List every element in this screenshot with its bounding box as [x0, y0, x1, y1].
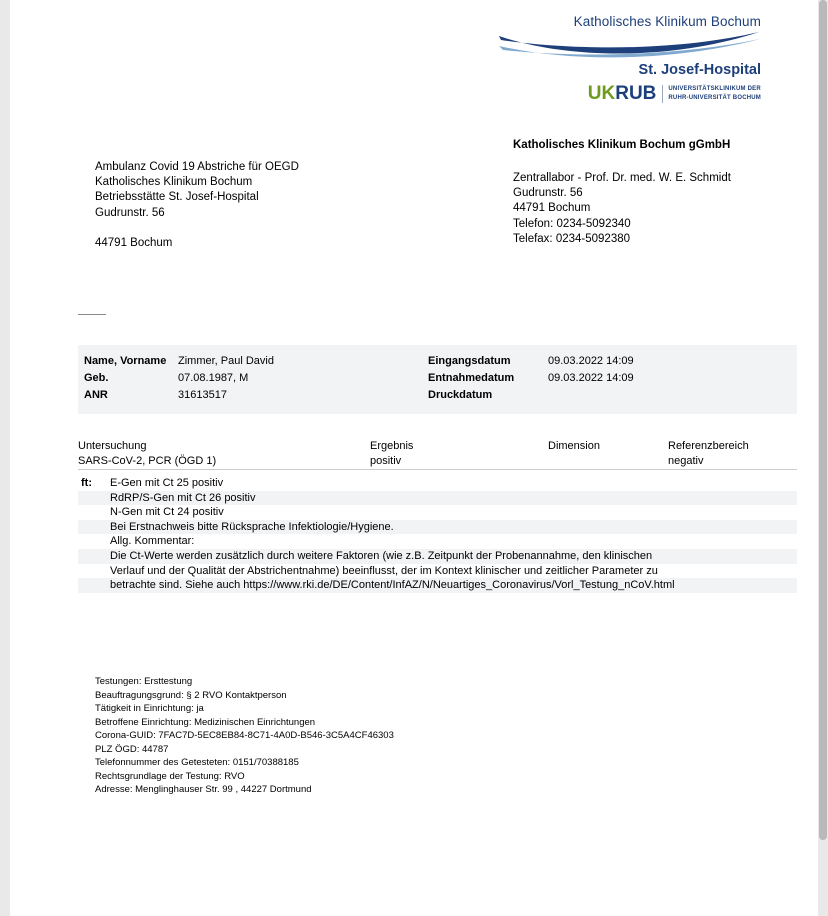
comment-line — [78, 476, 797, 491]
comment-key-empty — [78, 550, 110, 563]
recipient-block — [95, 160, 299, 251]
table-row — [78, 353, 797, 370]
comment-key: ft: — [81, 477, 92, 489]
comment-key-empty — [78, 492, 110, 505]
patient-field-label: Druckdatum — [428, 389, 493, 401]
column-header-untersuchung: Untersuchung — [78, 440, 147, 452]
column-header-dimension: Dimension — [548, 440, 600, 452]
table-row — [78, 370, 797, 387]
sender-line: Zentrallabor - Prof. Dr. med. W. E. Schmidt — [513, 172, 731, 184]
patient-field-label: Name, Vorname — [84, 355, 167, 367]
footer-line: Rechtsgrundlage der Testung: RVO — [95, 770, 245, 782]
footer-line: Testungen: Ersttestung — [95, 676, 193, 687]
scrollbar-thumb[interactable] — [819, 0, 827, 840]
recipient-spacer — [95, 221, 299, 236]
recipient-line: Katholisches Klinikum Bochum — [95, 176, 253, 189]
comment-key-empty — [78, 535, 110, 548]
result-ergebnis: positiv — [370, 455, 402, 467]
comment-line — [78, 505, 797, 520]
document-sheet — [10, 0, 818, 916]
recipient-city: 44791 Bochum — [95, 236, 173, 249]
patient-info-table — [78, 345, 797, 414]
patient-field-label: Geb. — [84, 372, 109, 384]
uk-rub-caption-line2: RUHR-UNIVERSITÄT BOCHUM — [668, 94, 761, 101]
comment-text: RdRP/S-Gen mit Ct 26 positiv — [110, 491, 256, 504]
patient-field-value: 07.08.1987, M — [178, 372, 249, 384]
logo-subtitle: St. Josef-Hospital — [638, 62, 761, 78]
table-row — [78, 387, 797, 404]
comment-key-empty — [78, 521, 110, 534]
table-row — [78, 455, 797, 470]
comment-key-empty — [78, 565, 110, 578]
logo-title: Katholisches Klinikum Bochum — [573, 14, 761, 29]
footer-line: Telefonnummer des Getesteten: 0151/70388185 — [95, 757, 299, 768]
comment-key-empty — [78, 579, 110, 592]
scrollbar-track[interactable] — [818, 0, 828, 916]
comment-line — [78, 564, 797, 579]
left-gutter — [0, 0, 10, 916]
comments-block — [78, 476, 797, 593]
comment-line — [78, 491, 797, 506]
patient-field-label: Entnahmedatum — [428, 372, 515, 384]
comment-text: Allg. Kommentar: — [110, 535, 195, 548]
column-header-referenzbereich: Referenzbereich — [668, 440, 749, 452]
patient-field-value: 09.03.2022 14:09 — [548, 355, 634, 367]
patient-field-label: ANR — [84, 389, 108, 401]
comment-text: Die Ct-Werte werden zusätzlich durch weitere Faktoren (wie z.B. Zeitpunkt der Probenannahme, den klinischen — [110, 549, 653, 562]
patient-field-value — [548, 387, 748, 404]
comment-line — [78, 520, 797, 535]
divider-rule — [78, 314, 106, 315]
logo-swoosh-icon — [491, 30, 761, 60]
sender-block — [513, 139, 731, 247]
comment-line — [78, 549, 797, 564]
footer-line: Tätigkeit in Einrichtung: ja — [95, 703, 204, 714]
patient-field-label: Eingangsdatum — [428, 355, 511, 367]
patient-field-value: 09.03.2022 14:09 — [548, 372, 634, 384]
footer-line: Betroffene Einrichtung: Medizinischen Einrichtungen — [95, 716, 316, 728]
uk-rub-caption-line1: UNIVERSITÄTSKLINIKUM DER — [668, 85, 761, 92]
sender-line: Telefax: 0234-5092380 — [513, 232, 631, 245]
result-dimension — [548, 455, 668, 467]
uk-rub-wordmark — [588, 84, 657, 103]
patient-field-value: 31613517 — [178, 389, 227, 401]
result-referenzbereich: negativ — [668, 455, 704, 467]
recipient-line: Betriebsstätte St. Josef-Hospital — [95, 191, 259, 204]
comment-text: Verlauf und der Qualität der Abstrichentnahme) beeinflusst, der im Kontext klinischer und zeitlicher Parameter zu — [110, 564, 658, 577]
column-header-ergebnis: Ergebnis — [370, 440, 414, 452]
footer-line: Corona-GUID: 7FAC7D-5EC8EB84-8C71-4A0D-B546-3C5A4CF46303 — [95, 730, 394, 741]
patient-field-value: Zimmer, Paul David — [178, 355, 274, 367]
sender-heading: Katholisches Klinikum Bochum gGmbH — [513, 139, 731, 151]
comment-text: Bei Erstnachweis bitte Rücksprache Infektiologie/Hygiene. — [110, 520, 394, 533]
comment-line — [78, 578, 797, 593]
comment-text: betrachte sind. Siehe auch https://www.rki.de/DE/Content/InfAZ/N/Neuartiges_Coronavirus/Vorl_Testung_nCoV.html — [110, 579, 675, 592]
uk-rub-logo — [491, 84, 761, 103]
sender-line: Telefon: 0234-5092340 — [513, 217, 631, 230]
footer-line: Adresse: Menglinghauser Str. 99 , 44227 Dortmund — [95, 784, 312, 795]
footer-line: Beauftragungsgrund: § 2 RVO Kontaktperson — [95, 689, 287, 701]
uk-text: UK — [587, 83, 616, 104]
result-untersuchung: SARS-CoV-2, PCR (ÖGD 1) — [78, 455, 217, 467]
uk-rub-caption — [662, 85, 761, 103]
sender-line: 44791 Bochum — [513, 202, 591, 215]
rub-text: RUB — [615, 83, 657, 104]
comment-key-empty — [78, 506, 110, 519]
comment-text: N-Gen mit Ct 24 positiv — [110, 506, 224, 519]
footer-info-block — [95, 675, 394, 797]
footer-line: PLZ ÖGD: 44787 — [95, 743, 169, 755]
recipient-line: Ambulanz Covid 19 Abstriche für OEGD — [95, 161, 299, 173]
results-table-header — [78, 440, 797, 453]
clinic-logo — [491, 14, 761, 103]
comment-line — [78, 534, 797, 549]
comment-text: E-Gen mit Ct 25 positiv — [110, 477, 224, 489]
sender-line: Gudrunstr. 56 — [513, 187, 583, 200]
recipient-line: Gudrunstr. 56 — [95, 206, 165, 219]
